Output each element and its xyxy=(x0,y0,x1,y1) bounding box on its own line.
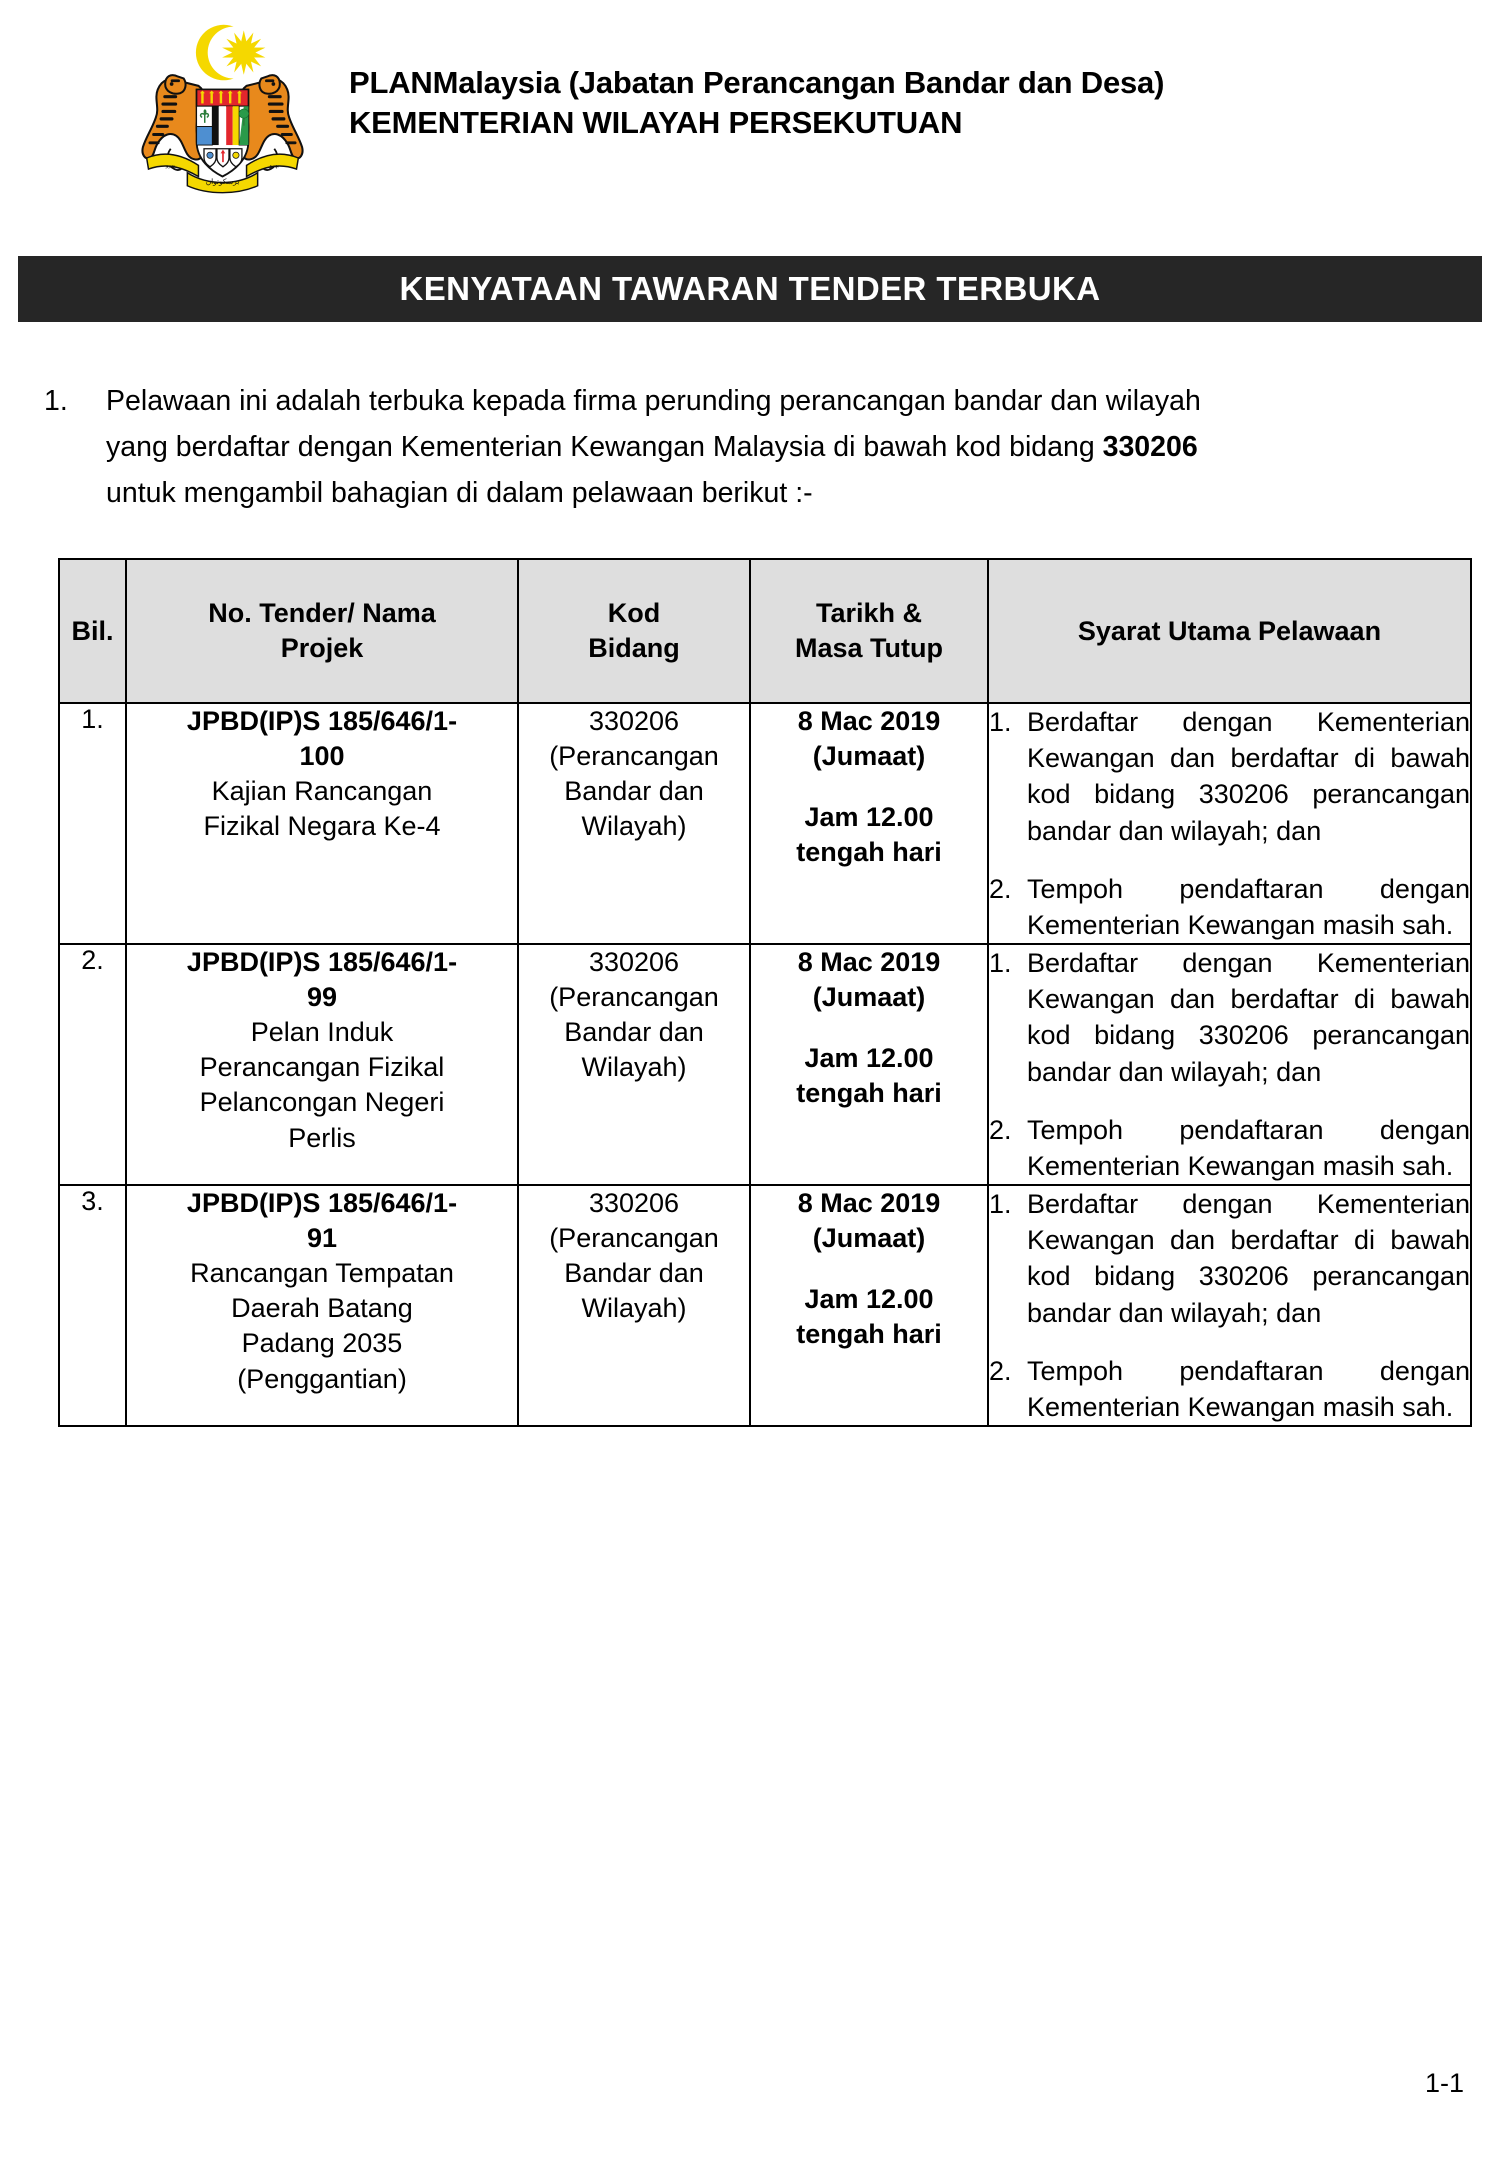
project-name-line4: Perlis xyxy=(288,1122,356,1153)
table-body xyxy=(59,703,1471,1426)
project-name-line1: Pelan Induk xyxy=(250,1017,394,1048)
announcement-banner xyxy=(18,256,1482,322)
ministry-name: KEMENTERIAN WILAYAH PERSEKUTUAN xyxy=(349,105,963,140)
syarat-marker: 1. xyxy=(989,948,1012,979)
column-header-syarat-label: Syarat Utama Pelawaan xyxy=(1077,615,1382,646)
malaysia-coat-of-arms-icon xyxy=(130,10,315,195)
syarat-item xyxy=(989,1112,1470,1184)
syarat-text: Berdaftar dengan Kementerian Kewangan dan berdaftar di bawah kod bidang 330206 perancangan bandar dan wilayah; dan xyxy=(1027,948,1470,1087)
closing-time-note: tengah hari xyxy=(796,1078,942,1109)
kod-bidang-desc-line3: Wilayah) xyxy=(581,811,687,842)
table-header-row xyxy=(59,559,1471,703)
tender-number-line1: JPBD(IP)S 185/646/1- xyxy=(186,706,458,736)
kod-bidang-code: 330206 xyxy=(588,706,680,736)
closing-date: 8 Mac 2019 xyxy=(797,947,941,978)
table-row xyxy=(59,703,1471,944)
syarat-text: Tempoh pendaftaran dengan Kementerian Kewangan masih sah. xyxy=(1027,1355,1470,1422)
syarat-cell xyxy=(988,944,1471,1185)
syarat-marker: 2. xyxy=(989,1114,1012,1145)
syarat-item xyxy=(989,945,1470,1090)
syarat-marker: 2. xyxy=(989,873,1012,904)
project-name-line3: Pelancongan Negeri xyxy=(199,1087,445,1118)
svg-text:برسكوتوان: برسكوتوان xyxy=(205,176,240,186)
banner-title: KENYATAAN TAWARAN TENDER TERBUKA xyxy=(399,270,1101,307)
row-number-cell: 2. xyxy=(59,944,126,1185)
intro-line-2 xyxy=(106,424,1456,470)
syarat-item xyxy=(989,871,1470,943)
kod-bidang-cell xyxy=(518,944,750,1185)
project-name-line3: Padang 2035 xyxy=(241,1328,403,1359)
tender-number-line2: 99 xyxy=(306,982,338,1013)
column-header-kod-line2: Bidang xyxy=(588,633,680,663)
column-header-tender-name xyxy=(126,559,518,703)
closing-day: (Jumaat) xyxy=(812,741,926,772)
column-header-kod-line1: Kod xyxy=(607,598,661,629)
project-name-line2: Daerah Batang xyxy=(231,1293,413,1324)
kod-bidang-desc-line2: Bandar dan xyxy=(564,1258,704,1289)
closing-day: (Jumaat) xyxy=(812,982,926,1013)
kod-bidang-desc-line2: Bandar dan xyxy=(564,776,704,807)
column-header-bil xyxy=(59,559,126,703)
column-header-bil-label: Bil. xyxy=(71,615,114,646)
column-header-tender-name-line2: Projek xyxy=(280,633,364,663)
column-header-syarat xyxy=(988,559,1471,703)
table-row xyxy=(59,1185,1471,1426)
closing-date-cell xyxy=(750,944,988,1185)
intro-text xyxy=(106,378,1456,516)
kod-bidang-cell xyxy=(518,703,750,944)
kod-bidang-cell xyxy=(518,1185,750,1426)
svg-text:بهرو: بهرو xyxy=(269,162,280,169)
department-name: PLANMalaysia (Jabatan Perancangan Bandar dan Desa) xyxy=(349,64,1165,100)
closing-date: 8 Mac 2019 xyxy=(797,706,941,736)
kod-bidang-desc-line2: Bandar dan xyxy=(564,1017,704,1048)
intro-item-number: 1. xyxy=(44,385,68,417)
kod-bidang-desc-line3: Wilayah) xyxy=(581,1052,687,1083)
page-number: 1-1 xyxy=(1424,2068,1464,2098)
column-header-tarikh-line2: Masa Tutup xyxy=(795,633,943,663)
tender-number-line1: JPBD(IP)S 185/646/1- xyxy=(186,1188,458,1219)
spacer xyxy=(751,1256,987,1282)
kod-bidang-desc-line1: (Perancangan xyxy=(549,741,719,772)
row-number-cell: 3. xyxy=(59,1185,126,1426)
syarat-text: Tempoh pendaftaran dengan Kementerian Kewangan masih sah. xyxy=(1027,1114,1470,1181)
syarat-text: Berdaftar dengan Kementerian Kewangan dan berdaftar di bawah kod bidang 330206 perancangan bandar dan wilayah; dan xyxy=(1027,707,1470,846)
syarat-item xyxy=(989,1353,1470,1425)
closing-day: (Jumaat) xyxy=(812,1223,926,1254)
table-row xyxy=(59,944,1471,1185)
bidang-code-inline: 330206 xyxy=(1102,431,1198,464)
spacer xyxy=(751,1015,987,1041)
syarat-marker: 1. xyxy=(989,707,1012,737)
intro-line-1: Pelawaan ini adalah terbuka kepada firma perunding perancangan bandar dan wilayah xyxy=(106,385,1201,417)
kod-bidang-desc-line1: (Perancangan xyxy=(549,1223,719,1254)
syarat-marker: 2. xyxy=(989,1355,1012,1386)
intro-line-3: untuk mengambil bahagian di dalam pelawaan berikut :- xyxy=(106,477,813,510)
column-header-tender-name-line1: No. Tender/ Nama xyxy=(208,598,436,629)
kod-bidang-code: 330206 xyxy=(588,1188,680,1219)
kod-bidang-code: 330206 xyxy=(588,947,680,978)
closing-date: 8 Mac 2019 xyxy=(797,1188,941,1219)
column-header-kod-bidang xyxy=(518,559,750,703)
column-header-tarikh-masa xyxy=(750,559,988,703)
closing-time-note: tengah hari xyxy=(796,1319,942,1350)
kod-bidang-desc-line1: (Perancangan xyxy=(549,982,719,1013)
syarat-item xyxy=(989,1186,1470,1331)
project-name-line2: Perancangan Fizikal xyxy=(199,1052,445,1083)
spacer xyxy=(751,774,987,800)
organisation-names xyxy=(349,63,1164,144)
tender-number-line2: 91 xyxy=(306,1223,338,1254)
closing-time: Jam 12.00 xyxy=(804,1284,934,1315)
syarat-text: Tempoh pendaftaran dengan Kementerian Kewangan masih sah. xyxy=(1027,873,1470,940)
intro-line-2-text: yang berdaftar dengan Kementerian Kewangan Malaysia di bawah kod bidang xyxy=(106,431,1103,464)
project-name-line2: Fizikal Negara Ke-4 xyxy=(203,811,441,842)
syarat-cell xyxy=(988,1185,1471,1426)
letterhead xyxy=(0,0,1500,186)
syarat-text: Berdaftar dengan Kementerian Kewangan dan berdaftar di bawah kod bidang 330206 perancangan bandar dan wilayah; dan xyxy=(1027,1189,1470,1328)
tender-name-cell xyxy=(126,703,518,944)
tender-number-line1: JPBD(IP)S 185/646/1- xyxy=(186,947,458,978)
closing-time: Jam 12.00 xyxy=(804,802,934,833)
svg-text:بهرو: بهرو xyxy=(165,162,176,169)
intro-paragraph xyxy=(44,378,1456,516)
tender-name-cell xyxy=(126,944,518,1185)
kod-bidang-desc-line3: Wilayah) xyxy=(581,1293,687,1324)
row-number-cell: 1. xyxy=(59,703,126,944)
closing-date-cell xyxy=(750,1185,988,1426)
project-name-line4: (Penggantian) xyxy=(237,1363,407,1394)
syarat-marker: 1. xyxy=(989,1189,1012,1220)
closing-time: Jam 12.00 xyxy=(804,1043,934,1074)
tender-name-cell xyxy=(126,1185,518,1426)
project-name-line1: Rancangan Tempatan xyxy=(190,1258,454,1289)
column-header-tarikh-line1: Tarikh & xyxy=(815,598,923,629)
project-name-line1: Kajian Rancangan xyxy=(211,776,433,807)
tender-table xyxy=(58,558,1472,1427)
syarat-item xyxy=(989,704,1470,849)
syarat-cell xyxy=(988,703,1471,944)
closing-date-cell xyxy=(750,703,988,944)
closing-time-note: tengah hari xyxy=(796,837,942,868)
tender-number-line2: 100 xyxy=(299,741,345,772)
